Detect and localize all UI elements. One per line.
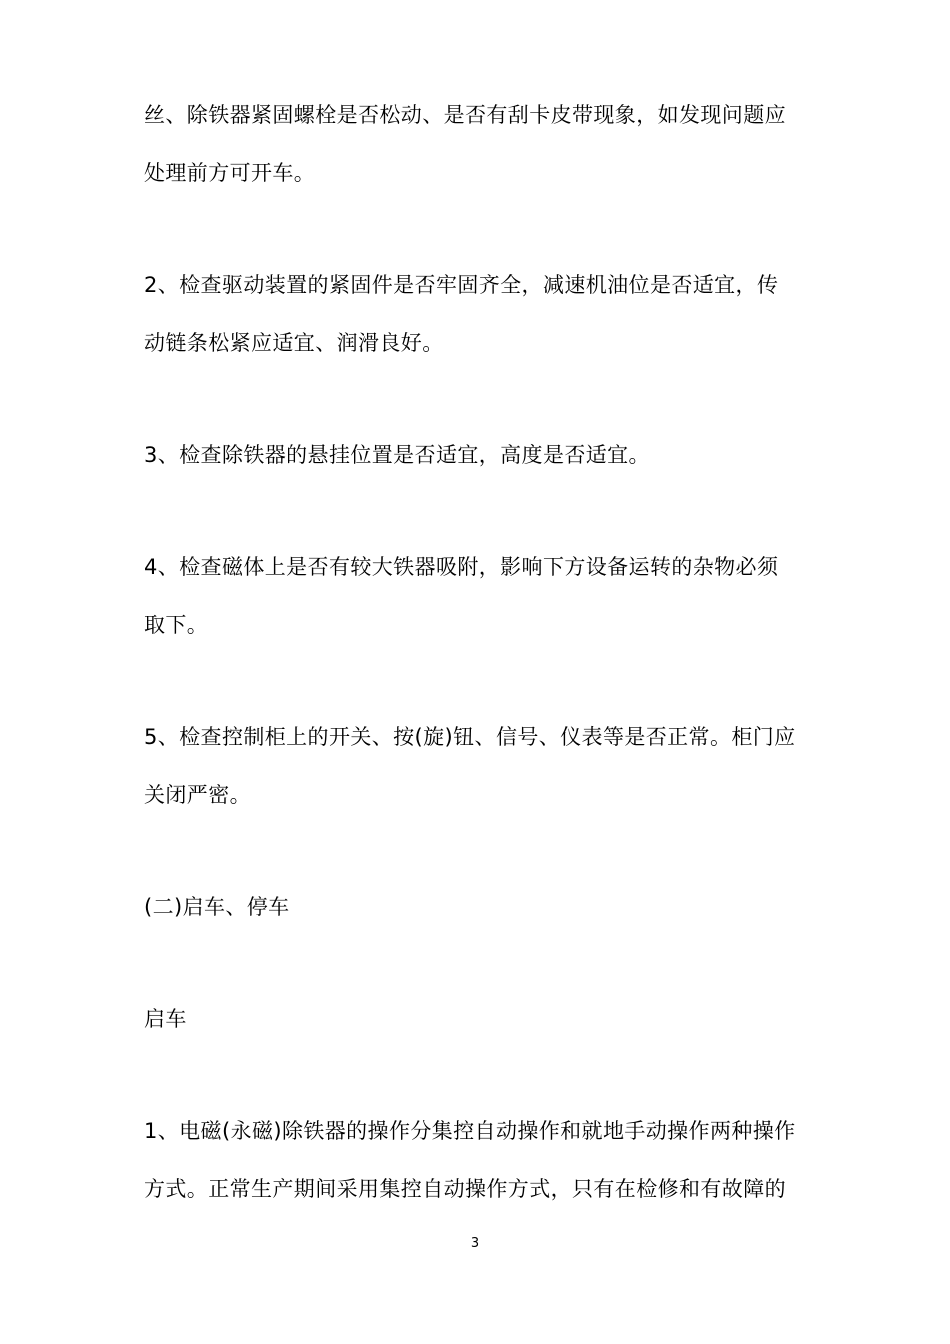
text-line: 1、电磁(永磁)除铁器的操作分集控自动操作和就地手动操作两种操作 [144,1119,796,1143]
section-heading [144,878,816,936]
text-line: 5、检查控制柜上的开关、按(旋)钮、信号、仪表等是否正常。柜门应 [144,725,796,749]
paragraph-item-5 [144,708,816,824]
paragraph-item-3 [144,426,816,484]
text-line: 2、检查驱动装置的紧固件是否牢固齐全，减速机油位是否适宜，传 [144,273,779,297]
text-line: (二)启车、停车 [144,895,290,919]
paragraph-item-4 [144,538,816,654]
text-line: 动链条松紧应适宜、润滑良好。 [144,331,444,355]
text-line: 丝、除铁器紧固螺栓是否松动、是否有刮卡皮带现象，如发现问题应 [144,103,786,127]
text-line: 方式。正常生产期间采用集控自动操作方式，只有在检修和有故障的 [144,1177,786,1201]
text-line: 取下。 [144,613,209,637]
paragraph-continuation [144,86,816,202]
document-body [144,86,816,1218]
text-line: 关闭严密。 [144,783,251,807]
text-line: 处理前方可开车。 [144,161,316,185]
text-line: 3、检查除铁器的悬挂位置是否适宜，高度是否适宜。 [144,443,650,467]
paragraph-item-2 [144,256,816,372]
subsection-heading [144,990,816,1048]
text-line: 4、检查磁体上是否有较大铁器吸附，影响下方设备运转的杂物必须 [144,555,779,579]
paragraph-start-item-1 [144,1102,816,1218]
page-number: 3 [470,1236,480,1251]
text-line: 启车 [144,1007,187,1031]
